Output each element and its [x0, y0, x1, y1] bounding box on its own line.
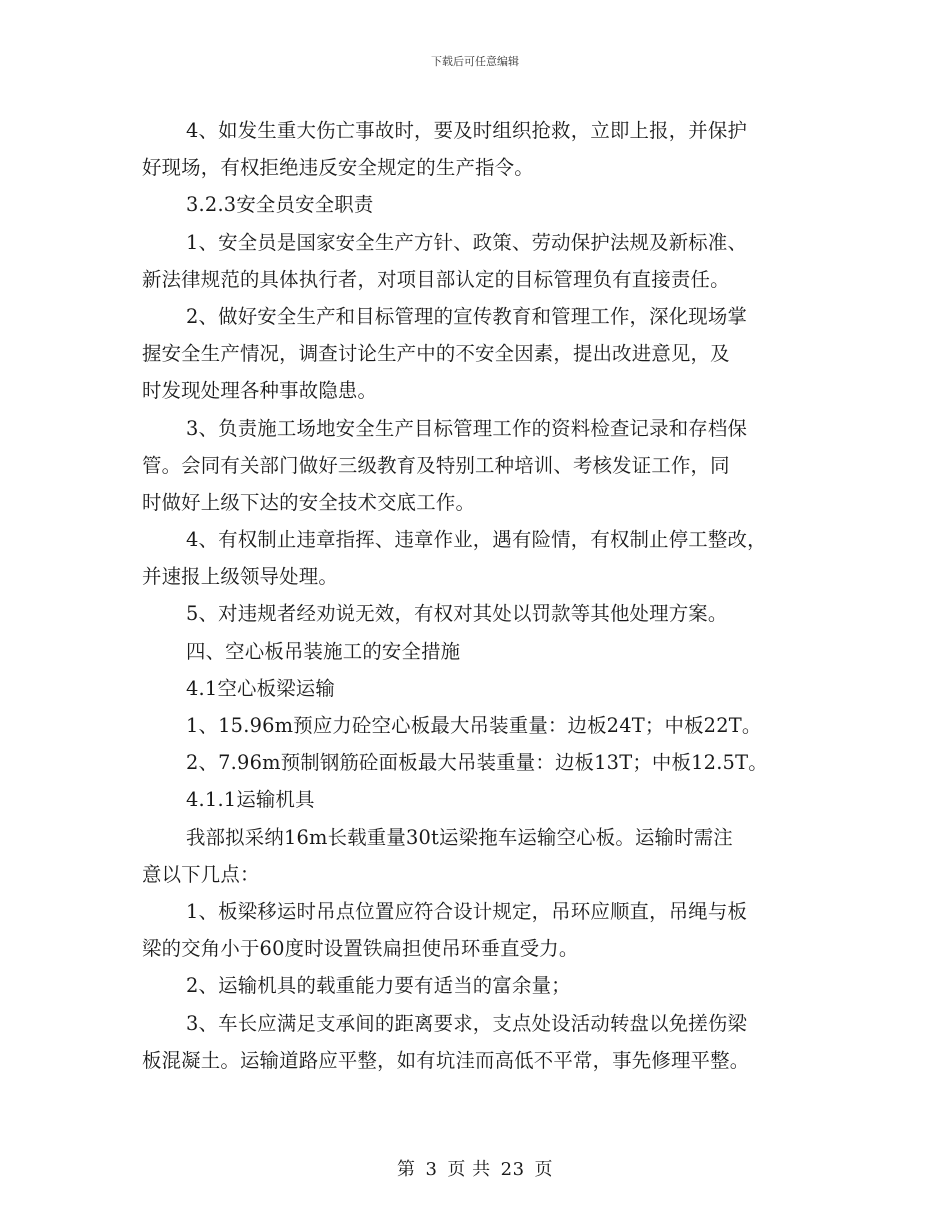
- text-line: 2、运输机具的载重能力要有适当的富余量；: [186, 974, 571, 998]
- text-line: 握安全生产情况，调查讨论生产中的不安全因素，提出改进意见，及: [142, 342, 730, 366]
- text-line: 3、负责施工场地安全生产目标管理工作的资料检查记录和存档保: [186, 416, 748, 440]
- text-line: 5、对违规者经劝说无效，有权对其处以罚款等其他处理方案。: [186, 602, 728, 626]
- text-line: 新法律规范的具体执行者，对项目部认定的目标管理负有直接责任。: [142, 267, 730, 291]
- text-line: 4、有权制止违章指挥、违章作业，遇有险情，有权制止停工整改，: [186, 528, 767, 552]
- text-line: 3、车长应满足支承间的距离要求，支点处设活动转盘以免搓伤梁: [186, 1011, 748, 1035]
- text-line: 1、15.96m预应力砼空心板最大吊装重量：边板24T；中板22T。: [186, 714, 762, 737]
- footer-suffix: 页: [534, 1159, 554, 1180]
- text-line: 四、空心板吊装施工的安全措施: [186, 639, 461, 663]
- text-line: 4.1空心板梁运输: [186, 676, 335, 700]
- document-body: [142, 112, 822, 1079]
- footer-prefix: 第: [396, 1159, 416, 1180]
- text-line: 梁的交角小于60度时设置铁扁担使吊环垂直受力。: [142, 937, 579, 961]
- text-line: 并速报上级领导处理。: [142, 565, 338, 589]
- text-line: 2、做好安全生产和目标管理的宣传教育和管理工作，深化现场掌: [186, 304, 748, 328]
- footer-mid: 页 共: [447, 1159, 491, 1180]
- total-pages-number: 23: [500, 1159, 525, 1180]
- text-line: 1、安全员是国家安全生产方针、政策、劳动保护法规及新标准、: [186, 230, 748, 254]
- text-line: 时做好上级下达的安全技术交底工作。: [142, 490, 476, 514]
- current-page-number: 3: [425, 1159, 438, 1180]
- text-line: 4.1.1运输机具: [186, 788, 315, 812]
- text-line: 时发现处理各种事故隐患。: [142, 379, 378, 403]
- text-line: 管。会同有关部门做好三级教育及特别工种培训、考核发证工作，同: [142, 453, 730, 477]
- text-line: 好现场，有权拒绝违反安全规定的生产指令。: [142, 156, 534, 180]
- page-footer: [0, 1155, 950, 1181]
- text-line: 2、7.96m预制钢筋砼面板最大吊装重量：边板13T；中板12.5T。: [186, 751, 768, 775]
- header-note: 下载后可任意编辑: [431, 55, 519, 68]
- text-line: 板混凝土。运输道路应平整，如有坑洼而高低不平常，事先修理平整。: [142, 1048, 750, 1072]
- text-line: 3.2.3安全员安全职责: [186, 193, 374, 217]
- text-line: 1、板梁移运时吊点位置应符合设计规定，吊环应顺直，吊绳与板: [186, 899, 748, 923]
- text-line: 4、如发生重大伤亡事故时，要及时组织抢救，立即上报，并保护: [186, 119, 748, 142]
- text-line: 意以下几点：: [142, 862, 260, 886]
- text-line: 我部拟采纳16m长载重量30t运梁拖车运输空心板。运输时需注: [186, 825, 733, 849]
